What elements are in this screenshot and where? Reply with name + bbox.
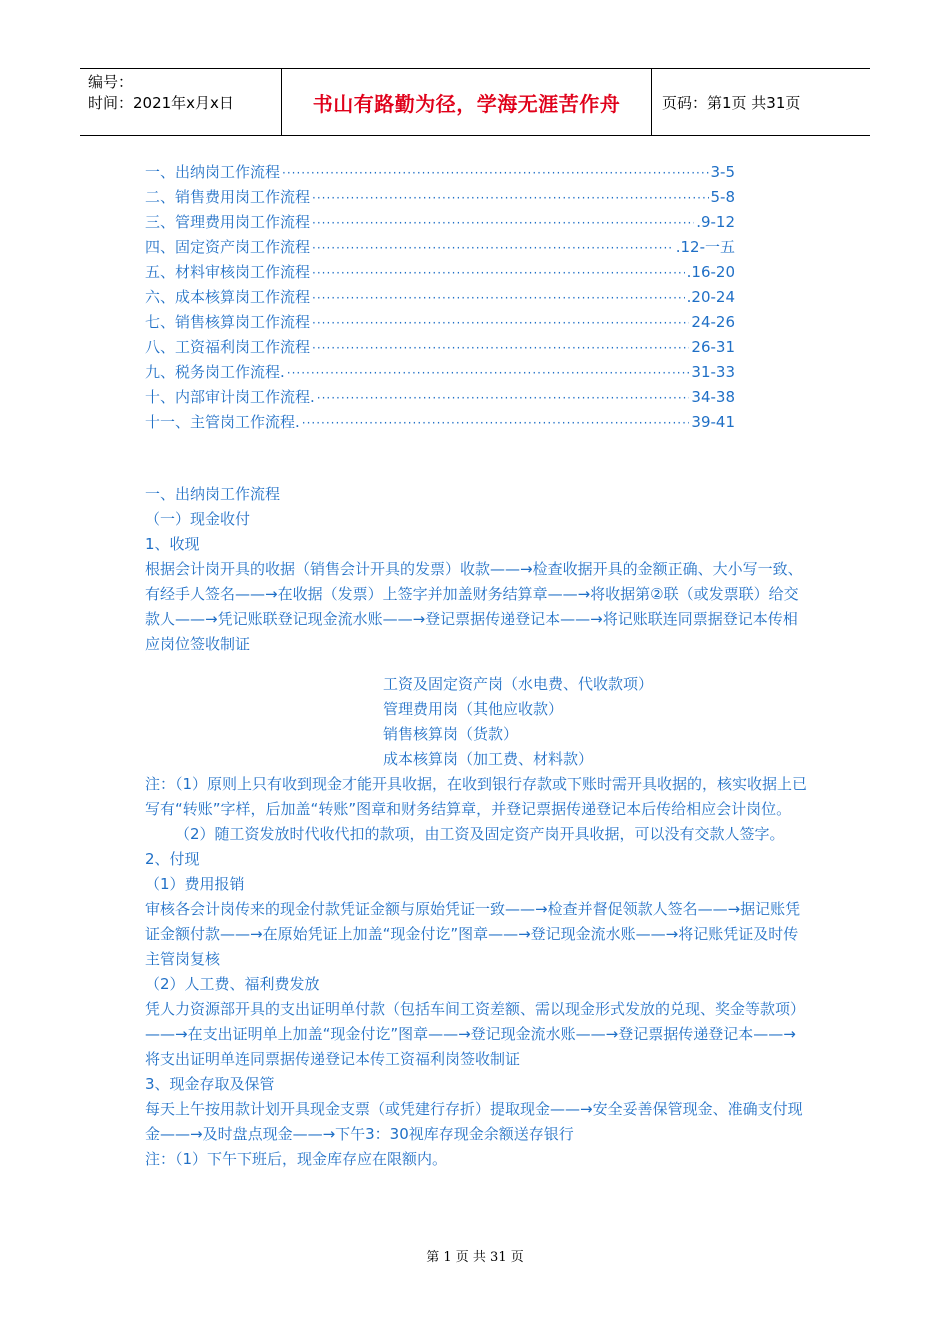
paragraph: 根据会计岗开具的收据（销售会计开具的发票）收款——→检查收据开具的金额正确、大小写一致、有经手人签名——→在收据（发票）上签字并加盖财务结算章——→将收据第②联（或发票联）给交款人——→凭记账联登记现金流水账——→登记票据传递登记本——→将记账联连同票据登记本传相应岗位签收制证 (145, 560, 803, 653)
section-heading: 一、出纳岗工作流程 (145, 485, 281, 503)
header-meta (80, 69, 282, 135)
toc-entry-page: 5-8 (710, 188, 735, 206)
toc-entry[interactable] (145, 185, 810, 210)
toc-entry-page: 34-38 (691, 388, 735, 406)
toc-entry-title: 八、工资福利岗工作流程 (145, 338, 311, 356)
toc-entry[interactable] (145, 385, 810, 410)
toc-entry[interactable] (145, 360, 810, 385)
toc-entry[interactable] (145, 410, 810, 435)
toc-entry[interactable] (145, 210, 810, 235)
document-body (145, 482, 810, 1172)
toc-leader-dots (312, 261, 685, 286)
item-heading: 3、现金存取及保管 (145, 1075, 275, 1093)
toc-entry-title: 九、税务岗工作流程. (145, 363, 285, 381)
subitem-heading: （2）人工费、福利费发放 (145, 975, 320, 993)
toc-leader-dots (317, 386, 690, 411)
toc-entry-title: 四、固定资产岗工作流程 (145, 238, 311, 256)
item-heading: 1、收现 (145, 535, 200, 553)
note-paragraph: （2）随工资发放时代收代扣的款项，由工资及固定资产岗开具收据，可以没有交款人签字。 (175, 825, 785, 843)
toc-entry-title: 二、销售费用岗工作流程 (145, 188, 311, 206)
paragraph: 审核各会计岗传来的现金付款凭证金额与原始凭证一致——→检查并督促领款人签名——→据记账凭证金额付款——→在原始凭证上加盖“现金付讫”图章——→登记现金流水账——→将记账凭证及时传主管岗复核 (145, 900, 801, 968)
toc-entry[interactable] (145, 335, 810, 360)
header-page-info: 页码：第1页 共31页 (662, 93, 801, 112)
toc-entry-page: 24-26 (691, 313, 735, 331)
table-of-contents (145, 160, 810, 435)
toc-entry-title: 十一、主管岗工作流程. (145, 413, 300, 431)
paragraph: 每天上午按用款计划开具现金支票（或凭建行存折）提取现金——→安全妥善保管现金、准确支付现金——→及时盘点现金——→下午3：30视库存现金余额送存银行 (145, 1100, 803, 1143)
toc-entry-page: 39-41 (691, 413, 735, 431)
toc-entry-title: 五、材料审核岗工作流程 (145, 263, 311, 281)
document-date: 时间：2021年x月x日 (88, 94, 234, 112)
toc-entry-title: 十、内部审计岗工作流程. (145, 388, 315, 406)
toc-entry-page: .12-一五 (675, 238, 735, 256)
toc-entry-page: .9-12 (696, 213, 735, 231)
subsection-heading: （一）现金收付 (145, 510, 251, 528)
toc-leader-dots (312, 236, 674, 261)
post-list (145, 672, 810, 772)
toc-leader-dots (287, 361, 690, 386)
toc-leader-dots (312, 186, 708, 211)
toc-leader-dots (312, 311, 689, 336)
toc-entry-title: 七、销售核算岗工作流程 (145, 313, 311, 331)
toc-leader-dots (312, 336, 689, 361)
toc-leader-dots (282, 161, 708, 186)
post-item: 成本核算岗（加工费、材料款） (383, 750, 594, 768)
item-heading: 2、付现 (145, 850, 200, 868)
document-number-label: 编号： (88, 73, 134, 91)
toc-entry-title: 三、管理费用岗工作流程 (145, 213, 311, 231)
note-paragraph: 注：（1）下午下班后，现金库存应在限额内。 (145, 1150, 448, 1168)
toc-entry-page: 3-5 (710, 163, 735, 181)
toc-entry-page: .20-24 (686, 288, 735, 306)
toc-entry-page: 26-31 (691, 338, 735, 356)
toc-entry[interactable] (145, 310, 810, 335)
toc-entry-page: .16-20 (686, 263, 735, 281)
toc-entry-title: 六、成本核算岗工作流程 (145, 288, 311, 306)
page-header (80, 68, 870, 136)
post-item: 管理费用岗（其他应收款） (383, 700, 564, 718)
toc-entry-page: 31-33 (691, 363, 735, 381)
toc-entry-title: 一、出纳岗工作流程 (145, 163, 281, 181)
header-motto: 书山有路勤为径，学海无涯苦作舟 (282, 69, 652, 135)
toc-leader-dots (312, 286, 685, 311)
toc-entry[interactable] (145, 160, 810, 185)
toc-entry[interactable] (145, 235, 810, 260)
toc-leader-dots (312, 211, 694, 236)
note-paragraph: 注：（1）原则上只有收到现金才能开具收据，在收到银行存款或下账时需开具收据的，核实收据上已写有“转账”字样，后加盖“转账”图章和财务结算章，并登记票据传递登记本后传给相应会计岗位。 (145, 775, 808, 818)
page-footer: 第 1 页 共 31 页 (426, 1250, 524, 1265)
toc-leader-dots (302, 411, 690, 436)
post-item: 销售核算岗（货款） (383, 725, 519, 743)
post-item: 工资及固定资产岗（水电费、代收款项） (383, 675, 654, 693)
toc-entry[interactable] (145, 285, 810, 310)
paragraph: 凭人力资源部开具的支出证明单付款（包括车间工资差额、需以现金形式发放的兑现、奖金等款项）——→在支出证明单上加盖“现金付讫”图章——→登记现金流水账——→登记票据传递登记本——→将支出证明单连同票据传递登记本传工资福利岗签收制证 (145, 1000, 806, 1068)
toc-entry[interactable] (145, 260, 810, 285)
subitem-heading: （1）费用报销 (145, 875, 245, 893)
